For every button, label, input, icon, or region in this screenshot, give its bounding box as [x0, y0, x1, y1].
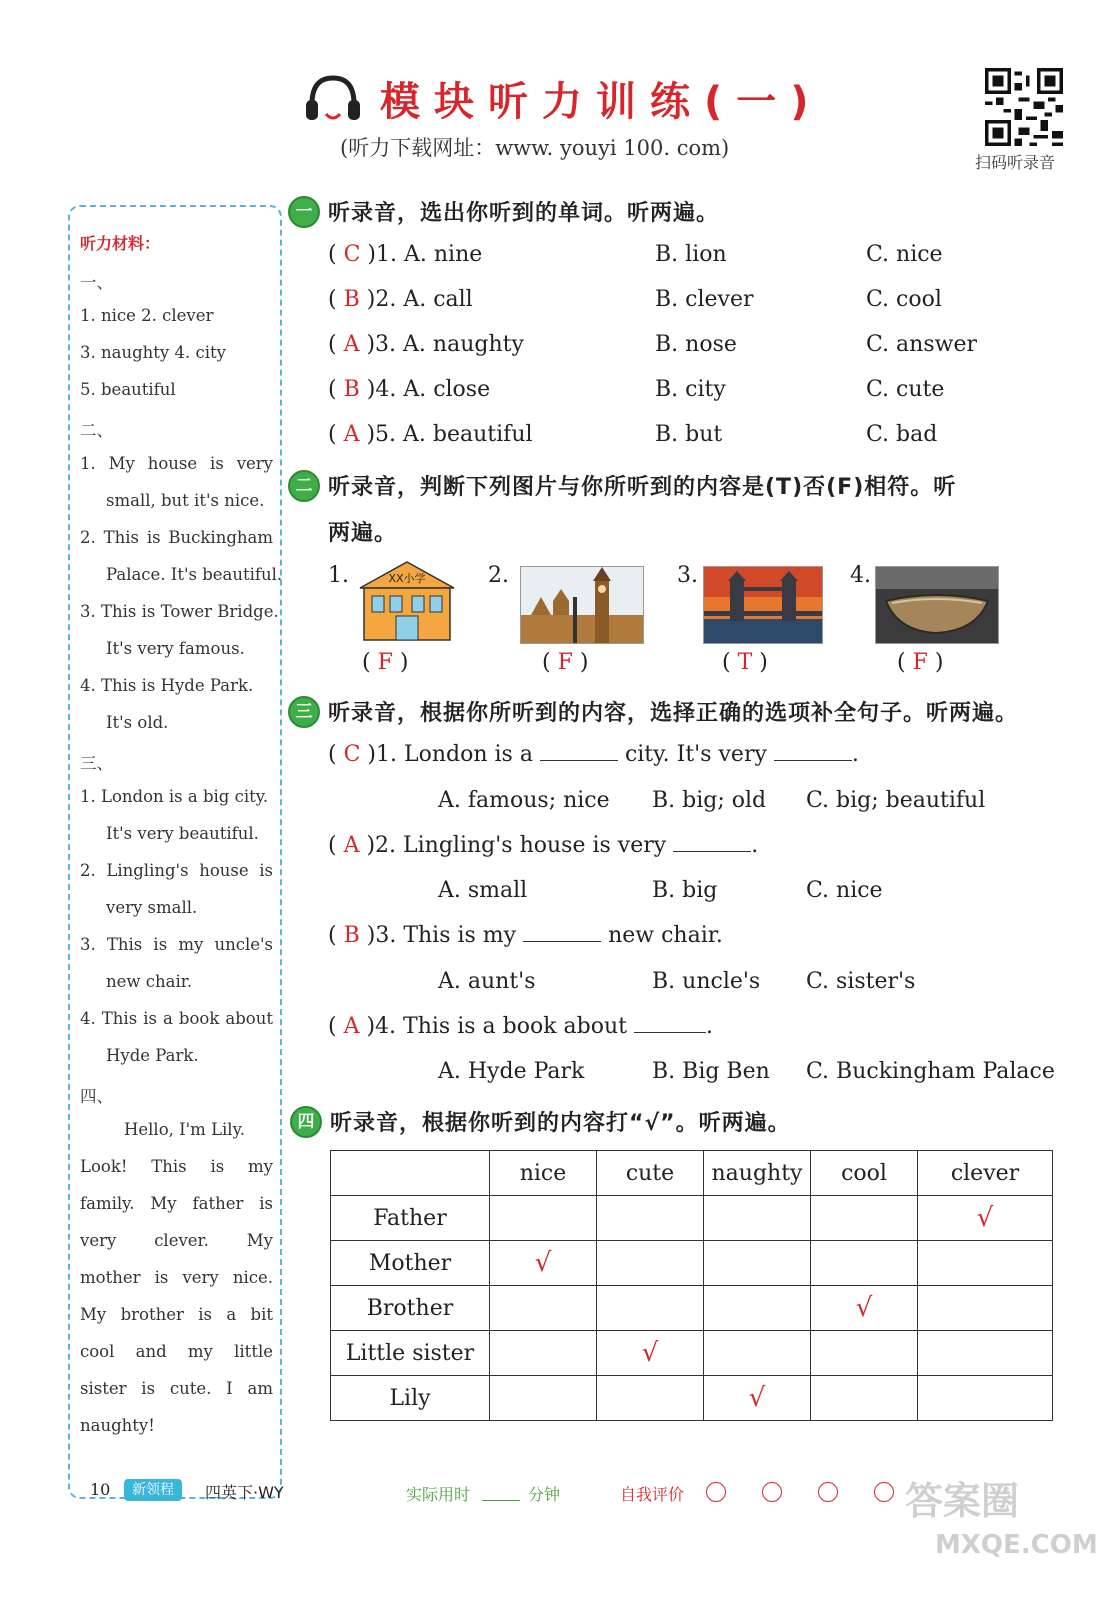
option-c: C. nice — [866, 242, 943, 267]
row-header: Father — [331, 1196, 490, 1241]
section-badge: 四 — [290, 1106, 322, 1138]
option-b: B. but — [655, 422, 723, 447]
question-row: ( C )1. London is a city. It's very . — [328, 742, 859, 767]
check-cell[interactable] — [597, 1241, 704, 1286]
section-badge: 一 — [288, 196, 320, 228]
question-row: ( B )4. A. close — [328, 377, 491, 402]
option-c: C. big; beautiful — [806, 788, 986, 813]
check-cell[interactable] — [597, 1286, 704, 1331]
face-icon[interactable] — [874, 1482, 894, 1502]
option-c: C. Buckingham Palace — [806, 1059, 1055, 1084]
table-header-row — [331, 1151, 1053, 1196]
column-header: naughty — [704, 1151, 811, 1196]
option-b: B. big — [652, 878, 718, 903]
time-blank[interactable] — [482, 1500, 520, 1501]
sidebar-line: 1. London is a big city. — [80, 787, 269, 806]
row-header: Little sister — [331, 1331, 490, 1376]
check-cell[interactable] — [704, 1241, 811, 1286]
listening-script-sidebar — [68, 205, 282, 1499]
qr-code-icon[interactable] — [985, 68, 1063, 146]
sidebar-line: 三、 — [80, 754, 113, 773]
sidebar-line: It's old. — [106, 713, 169, 732]
option-a: A. Hyde Park — [438, 1059, 585, 1084]
option-a: A. famous; nice — [438, 788, 610, 813]
check-cell[interactable] — [811, 1196, 918, 1241]
option-c: C. sister's — [806, 969, 916, 994]
sidebar-line: cool and my little — [80, 1342, 273, 1361]
check-cell[interactable] — [704, 1286, 811, 1331]
check-cell[interactable]: √ — [918, 1196, 1053, 1241]
option-c: C. answer — [866, 332, 977, 357]
answer-mark: C — [343, 742, 361, 767]
row-header: Lily — [331, 1376, 490, 1421]
question-row: ( A )2. Lingling's house is very . — [328, 833, 759, 858]
sidebar-line: 一、 — [80, 273, 113, 292]
check-cell[interactable] — [918, 1331, 1053, 1376]
row-header: Brother — [331, 1286, 490, 1331]
check-cell[interactable] — [918, 1241, 1053, 1286]
answer-mark: A — [343, 422, 360, 447]
answer-mark: F — [377, 650, 393, 675]
headphone-icon — [302, 70, 364, 132]
time-label: 实际用时 — [406, 1485, 471, 1504]
school-sign: XX小学 — [388, 572, 426, 585]
check-cell[interactable] — [704, 1331, 811, 1376]
row-header: Mother — [331, 1241, 490, 1286]
picture-number: 3. — [677, 563, 698, 588]
page-title: 模块听力训练(一) — [380, 79, 823, 125]
big-ben-picture — [520, 566, 644, 644]
option-c: C. cute — [866, 377, 945, 402]
sidebar-line: 1. nice 2. clever — [80, 306, 214, 325]
question-row: ( A )3. A. naughty — [328, 332, 524, 357]
table-row — [331, 1241, 1053, 1286]
option-c: C. bad — [866, 422, 938, 447]
sidebar-line: Hello, I'm Lily. — [124, 1120, 245, 1139]
sidebar-line: 5. beautiful — [80, 380, 176, 399]
check-cell[interactable] — [811, 1331, 918, 1376]
sidebar-line: new chair. — [106, 972, 193, 991]
sidebar-line: 4. This is a book about — [80, 1009, 273, 1028]
sidebar-line: 3. This is my uncle's — [80, 935, 273, 954]
answer-mark: B — [343, 377, 360, 402]
sidebar-line: 3. This is Tower Bridge. — [80, 602, 279, 621]
sidebar-line: naughty! — [80, 1416, 155, 1435]
boat-picture — [875, 566, 999, 644]
sidebar-line: 2. This is Buckingham — [80, 528, 273, 547]
option-b: B. Big Ben — [652, 1059, 770, 1084]
column-header: cool — [811, 1151, 918, 1196]
self-eval-label: 自我评价 — [620, 1485, 685, 1504]
picture-number: 2. — [488, 563, 509, 588]
table-row — [331, 1286, 1053, 1331]
option-a: A. small — [438, 878, 528, 903]
picture-number: 1. — [328, 563, 349, 588]
sidebar-line: 四、 — [80, 1087, 113, 1106]
check-cell[interactable] — [597, 1376, 704, 1421]
option-c: C. nice — [806, 878, 883, 903]
option-c: C. cool — [866, 287, 942, 312]
brand-badge: 新领程 — [124, 1479, 182, 1501]
answer-mark: C — [343, 242, 361, 267]
option-b: B. clever — [655, 287, 754, 312]
option-b: B. city — [655, 377, 726, 402]
answer-mark: B — [343, 923, 360, 948]
option-b: B. uncle's — [652, 969, 761, 994]
sidebar-line: family. My father is — [80, 1194, 273, 1213]
check-cell[interactable] — [490, 1196, 597, 1241]
sidebar-line: 二、 — [80, 421, 113, 440]
face-icon[interactable] — [706, 1482, 726, 1502]
check-cell[interactable]: √ — [490, 1241, 597, 1286]
check-cell[interactable] — [597, 1196, 704, 1241]
answer-mark: B — [343, 287, 360, 312]
watermark-logo: 答案圈 — [905, 1479, 1020, 1523]
tf-answer-row: ( T ) — [722, 650, 768, 675]
column-header: clever — [918, 1151, 1053, 1196]
table-row — [331, 1376, 1053, 1421]
sidebar-line: 2. Lingling's house is — [80, 861, 273, 880]
question-row: ( A )5. A. beautiful — [328, 422, 533, 447]
check-cell[interactable]: √ — [704, 1376, 811, 1421]
grade-label: 四英下·WY — [205, 1483, 284, 1502]
section-title: 听录音，判断下列图片与你所听到的内容是(T)否(F)相符。听 — [328, 475, 957, 500]
sidebar-line: It's very beautiful. — [106, 824, 259, 843]
face-icon[interactable] — [818, 1482, 838, 1502]
picture-number: 4. — [850, 563, 871, 588]
option-b: B. big; old — [652, 788, 767, 813]
check-cell[interactable] — [918, 1376, 1053, 1421]
face-icon[interactable] — [762, 1482, 782, 1502]
tf-answer-row: ( F ) — [362, 650, 409, 675]
section-badge: 二 — [288, 470, 320, 502]
answer-mark: F — [912, 650, 928, 675]
option-a: A. aunt's — [438, 969, 536, 994]
qr-caption: 扫码听录音 — [975, 153, 1056, 172]
checklist-table — [330, 1150, 1053, 1421]
sidebar-line: very small. — [106, 898, 198, 917]
sidebar-line: Hyde Park. — [106, 1046, 199, 1065]
answer-mark: A — [343, 1014, 360, 1039]
question-row: ( B )2. A. call — [328, 287, 473, 312]
answer-mark: F — [557, 650, 573, 675]
question-row: ( C )1. A. nine — [328, 242, 483, 267]
sidebar-line: mother is very nice. — [80, 1268, 273, 1287]
column-header: nice — [490, 1151, 597, 1196]
check-cell[interactable] — [918, 1286, 1053, 1331]
download-url: (听力下载网址：www. youyi 100. com) — [340, 136, 730, 160]
school-building-picture — [352, 560, 462, 644]
answer-mark: A — [343, 332, 360, 357]
sidebar-line: small, but it's nice. — [106, 491, 265, 510]
page-number: 10 — [90, 1480, 111, 1499]
sidebar-line: sister is cute. I am — [80, 1379, 273, 1398]
sidebar-line: My brother is a bit — [80, 1305, 273, 1324]
answer-mark: T — [737, 650, 753, 675]
answer-mark: A — [343, 833, 360, 858]
table-row — [331, 1331, 1053, 1376]
sidebar-line: 1. My house is very — [80, 454, 273, 473]
sidebar-line: Palace. It's beautiful. — [106, 565, 283, 584]
sidebar-line: Look! This is my — [80, 1157, 273, 1176]
table-row — [331, 1196, 1053, 1241]
section-title: 听录音，根据你所听到的内容，选择正确的选项补全句子。听两遍。 — [328, 701, 1019, 726]
corner-cell — [331, 1151, 490, 1196]
sidebar-heading: 听力材料： — [80, 234, 161, 253]
column-header: cute — [597, 1151, 704, 1196]
watermark-url: MXQE.COM — [935, 1530, 1098, 1560]
check-cell[interactable] — [490, 1331, 597, 1376]
check-cell[interactable] — [704, 1196, 811, 1241]
time-unit: 分钟 — [528, 1485, 561, 1504]
tf-answer-row: ( F ) — [542, 650, 589, 675]
sidebar-line: It's very famous. — [106, 639, 245, 658]
sidebar-line: very clever. My — [80, 1231, 273, 1250]
check-cell[interactable]: √ — [811, 1286, 918, 1331]
question-row: ( A )4. This is a book about . — [328, 1014, 713, 1039]
section-badge: 三 — [288, 696, 320, 728]
option-b: B. nose — [655, 332, 737, 357]
check-cell[interactable] — [811, 1241, 918, 1286]
sidebar-line: 3. naughty 4. city — [80, 343, 226, 362]
option-b: B. lion — [655, 242, 727, 267]
tf-answer-row: ( F ) — [897, 650, 944, 675]
section-title-cont: 两遍。 — [328, 521, 398, 546]
section-title: 听录音，选出你听到的单词。听两遍。 — [328, 201, 720, 226]
check-cell[interactable] — [490, 1376, 597, 1421]
check-cell[interactable] — [811, 1376, 918, 1421]
self-eval-faces[interactable] — [706, 1482, 896, 1502]
tower-bridge-picture — [703, 566, 823, 644]
check-cell[interactable] — [490, 1286, 597, 1331]
check-cell[interactable]: √ — [597, 1331, 704, 1376]
section-title: 听录音，根据你听到的内容打“√”。听两遍。 — [330, 1111, 791, 1136]
question-row: ( B )3. This is my new chair. — [328, 923, 723, 948]
sidebar-line: 4. This is Hyde Park. — [80, 676, 254, 695]
